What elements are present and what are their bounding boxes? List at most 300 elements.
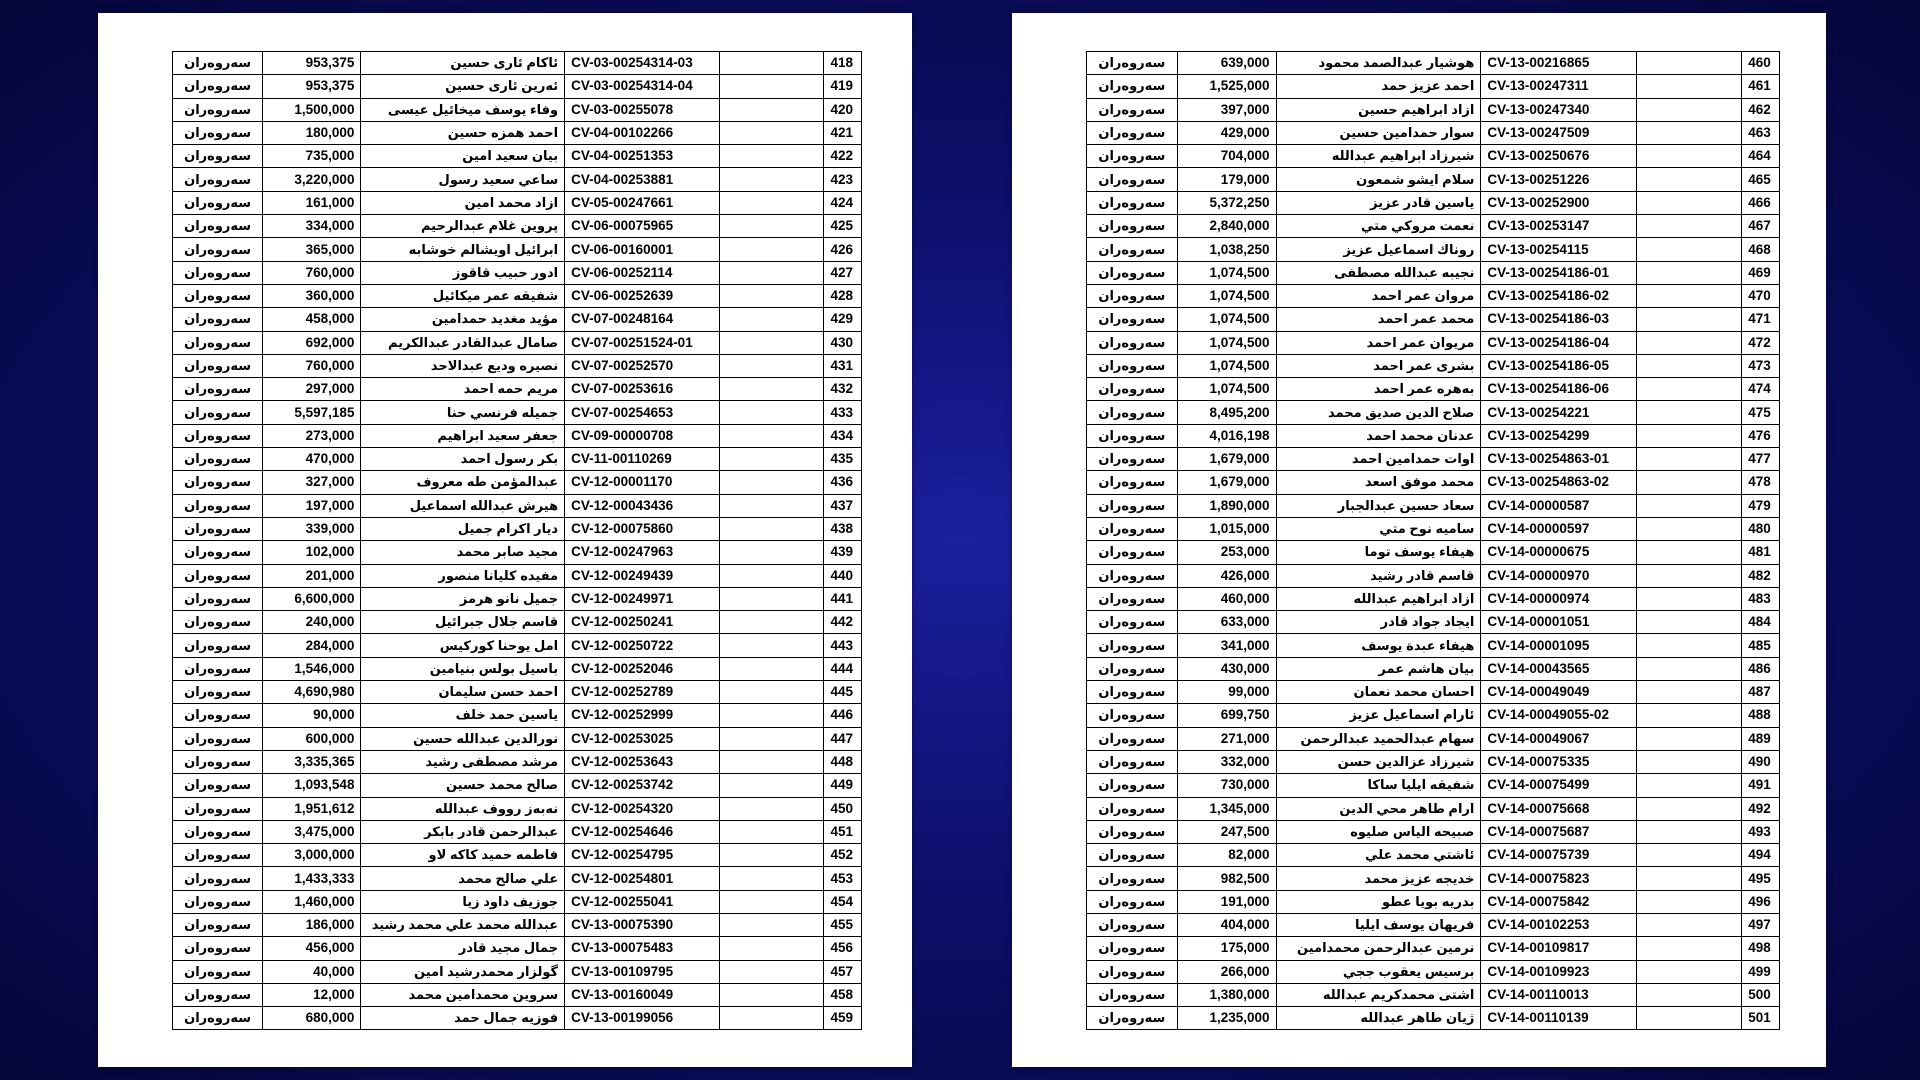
blank-cell [720, 1007, 824, 1030]
name-cell: شيرزاد عزالدين حسن [1276, 750, 1481, 773]
name-cell: روناك اسماعيل عزيز [1276, 238, 1481, 261]
amount-cell: 1,546,000 [263, 657, 361, 680]
row-number-cell: 481 [1742, 541, 1780, 564]
name-cell: شفيقه ايليا ساكا [1276, 774, 1481, 797]
city-cell: سەروەران [1087, 98, 1178, 121]
table-row [173, 704, 862, 727]
row-number-cell: 470 [1742, 284, 1780, 307]
table-row [1087, 378, 1780, 401]
amount-cell: 3,220,000 [263, 168, 361, 191]
table-row [173, 634, 862, 657]
code-cell: CV-06-00252639 [565, 284, 720, 307]
amount-cell: 429,000 [1177, 121, 1276, 144]
name-cell: مفيده كليانا منصور [361, 564, 565, 587]
table-row [1087, 331, 1780, 354]
name-cell: عدنان محمد احمد [1276, 424, 1481, 447]
amount-cell: 1,500,000 [263, 98, 361, 121]
code-cell: CV-14-00075499 [1481, 774, 1637, 797]
row-number-cell: 474 [1742, 378, 1780, 401]
amount-cell: 600,000 [263, 727, 361, 750]
amount-cell: 240,000 [263, 611, 361, 634]
code-cell: CV-13-00247509 [1481, 121, 1637, 144]
code-cell: CV-13-00160049 [565, 983, 720, 1006]
amount-cell: 1,380,000 [1177, 983, 1276, 1006]
table-row [1087, 611, 1780, 634]
code-cell: CV-03-00254314-04 [565, 75, 720, 98]
city-cell: سەروەران [173, 494, 263, 517]
row-number-cell: 421 [824, 121, 862, 144]
blank-cell [720, 215, 824, 238]
amount-cell: 735,000 [263, 145, 361, 168]
name-cell: عبدالرحمن قادر بابكر [361, 820, 565, 843]
code-cell: CV-06-00252114 [565, 261, 720, 284]
amount-cell: 1,038,250 [1177, 238, 1276, 261]
blank-cell [720, 611, 824, 634]
code-cell: CV-14-00075842 [1481, 890, 1637, 913]
row-number-cell: 493 [1742, 820, 1780, 843]
code-cell: CV-11-00110269 [565, 448, 720, 471]
row-number-cell: 490 [1742, 750, 1780, 773]
amount-cell: 692,000 [263, 331, 361, 354]
row-number-cell: 431 [824, 354, 862, 377]
city-cell: سەروەران [173, 52, 263, 75]
city-cell: سەروەران [1087, 75, 1178, 98]
city-cell: سەروەران [1087, 937, 1178, 960]
name-cell: هيفاء عبدة يوسف [1276, 634, 1481, 657]
row-number-cell: 472 [1742, 331, 1780, 354]
row-number-cell: 432 [824, 378, 862, 401]
table-row [1087, 121, 1780, 144]
table-row [1087, 238, 1780, 261]
name-cell: ابرائيل اويشالم خوشابه [361, 238, 565, 261]
name-cell: مريم حمه احمد [361, 378, 565, 401]
amount-cell: 186,000 [263, 913, 361, 936]
city-cell: سەروەران [173, 191, 263, 214]
name-cell: اوات حمدامين احمد [1276, 448, 1481, 471]
blank-cell [720, 890, 824, 913]
code-cell: CV-13-00250676 [1481, 145, 1637, 168]
city-cell: سەروەران [173, 844, 263, 867]
code-cell: CV-04-00251353 [565, 145, 720, 168]
blank-cell [1637, 378, 1742, 401]
code-cell: CV-07-00254653 [565, 401, 720, 424]
blank-cell [1637, 145, 1742, 168]
blank-cell [720, 424, 824, 447]
table-row [173, 215, 862, 238]
ledger-table [1086, 51, 1780, 1030]
name-cell: بەهره عمر احمد [1276, 378, 1481, 401]
table-row [1087, 681, 1780, 704]
name-cell: قاسم قادر رشيد [1276, 564, 1481, 587]
table-row [173, 960, 862, 983]
amount-cell: 3,335,365 [263, 750, 361, 773]
blank-cell [720, 308, 824, 331]
table-row [173, 261, 862, 284]
blank-cell [1637, 634, 1742, 657]
code-cell: CV-06-00075965 [565, 215, 720, 238]
name-cell: ايجاد جواد قادر [1276, 611, 1481, 634]
city-cell: سەروەران [173, 727, 263, 750]
table-row [1087, 191, 1780, 214]
city-cell: سەروەران [173, 1007, 263, 1030]
code-cell: CV-05-00247661 [565, 191, 720, 214]
blank-cell [1637, 331, 1742, 354]
row-number-cell: 469 [1742, 261, 1780, 284]
amount-cell: 1,074,500 [1177, 331, 1276, 354]
table-row [173, 890, 862, 913]
code-cell: CV-12-00252999 [565, 704, 720, 727]
table-row [173, 378, 862, 401]
table-row [1087, 564, 1780, 587]
row-number-cell: 501 [1742, 1007, 1780, 1030]
name-cell: هيفاء يوسف توما [1276, 541, 1481, 564]
amount-cell: 1,015,000 [1177, 517, 1276, 540]
code-cell: CV-12-00254646 [565, 820, 720, 843]
row-number-cell: 446 [824, 704, 862, 727]
code-cell: CV-12-00255041 [565, 890, 720, 913]
amount-cell: 397,000 [1177, 98, 1276, 121]
city-cell: سەروەران [1087, 517, 1178, 540]
row-number-cell: 442 [824, 611, 862, 634]
row-number-cell: 439 [824, 541, 862, 564]
amount-cell: 253,000 [1177, 541, 1276, 564]
amount-cell: 197,000 [263, 494, 361, 517]
blank-cell [720, 401, 824, 424]
name-cell: ئەرین ئاری حسین [361, 75, 565, 98]
name-cell: باسيل بولس بنيامين [361, 657, 565, 680]
name-cell: محمد عمر احمد [1276, 308, 1481, 331]
blank-cell [720, 191, 824, 214]
blank-cell [1637, 681, 1742, 704]
name-cell: نجيبه عبدالله مصطفى [1276, 261, 1481, 284]
city-cell: سەروەران [1087, 215, 1178, 238]
name-cell: فوزيه جمال حمد [361, 1007, 565, 1030]
name-cell: وفاء يوسف ميخائيل عيسى [361, 98, 565, 121]
row-number-cell: 477 [1742, 448, 1780, 471]
amount-cell: 704,000 [1177, 145, 1276, 168]
city-cell: سەروەران [173, 401, 263, 424]
code-cell: CV-13-00254186-06 [1481, 378, 1637, 401]
row-number-cell: 444 [824, 657, 862, 680]
city-cell: سەروەران [1087, 820, 1178, 843]
amount-cell: 271,000 [1177, 727, 1276, 750]
name-cell: سلام ايشو شمعون [1276, 168, 1481, 191]
row-number-cell: 419 [824, 75, 862, 98]
name-cell: شفيقه عمر ميكائيل [361, 284, 565, 307]
name-cell: قاسم جلال جبرائيل [361, 611, 565, 634]
code-cell: CV-13-00254863-01 [1481, 448, 1637, 471]
city-cell: سەروەران [1087, 727, 1178, 750]
blank-cell [1637, 261, 1742, 284]
code-cell: CV-06-00160001 [565, 238, 720, 261]
row-number-cell: 437 [824, 494, 862, 517]
name-cell: فريهان يوسف ايليا [1276, 913, 1481, 936]
table-row [1087, 913, 1780, 936]
row-number-cell: 423 [824, 168, 862, 191]
row-number-cell: 492 [1742, 797, 1780, 820]
row-number-cell: 483 [1742, 587, 1780, 610]
table-row [1087, 401, 1780, 424]
code-cell: CV-12-00253742 [565, 774, 720, 797]
row-number-cell: 449 [824, 774, 862, 797]
row-number-cell: 428 [824, 284, 862, 307]
amount-cell: 82,000 [1177, 844, 1276, 867]
code-cell: CV-12-00075860 [565, 517, 720, 540]
amount-cell: 90,000 [263, 704, 361, 727]
name-cell: ازاد محمد امين [361, 191, 565, 214]
amount-cell: 1,525,000 [1177, 75, 1276, 98]
code-cell: CV-12-00252789 [565, 681, 720, 704]
table-row [173, 401, 862, 424]
blank-cell [1637, 844, 1742, 867]
amount-cell: 360,000 [263, 284, 361, 307]
city-cell: سەروەران [1087, 354, 1178, 377]
code-cell: CV-13-00254863-02 [1481, 471, 1637, 494]
table-row [1087, 774, 1780, 797]
table-row [1087, 587, 1780, 610]
blank-cell [720, 774, 824, 797]
amount-cell: 266,000 [1177, 960, 1276, 983]
row-number-cell: 468 [1742, 238, 1780, 261]
table-row [1087, 820, 1780, 843]
row-number-cell: 465 [1742, 168, 1780, 191]
city-cell: سەروەران [173, 774, 263, 797]
table-row [173, 774, 862, 797]
table-row [173, 937, 862, 960]
amount-cell: 426,000 [1177, 564, 1276, 587]
table-row [173, 913, 862, 936]
name-cell: امل يوحنا كوركيس [361, 634, 565, 657]
table-row [1087, 471, 1780, 494]
table-row [173, 471, 862, 494]
code-cell: CV-14-00075739 [1481, 844, 1637, 867]
name-cell: نصيره وديع عبدالاحد [361, 354, 565, 377]
ledger-table [172, 51, 862, 1030]
blank-cell [720, 517, 824, 540]
blank-cell [1637, 564, 1742, 587]
table-row [173, 681, 862, 704]
amount-cell: 982,500 [1177, 867, 1276, 890]
amount-cell: 1,093,548 [263, 774, 361, 797]
city-cell: سەروەران [1087, 750, 1178, 773]
table-row [1087, 1007, 1780, 1030]
row-number-cell: 463 [1742, 121, 1780, 144]
row-number-cell: 473 [1742, 354, 1780, 377]
name-cell: نعمت مروكي متي [1276, 215, 1481, 238]
code-cell: CV-14-00102253 [1481, 913, 1637, 936]
name-cell: بدريه بويا عطو [1276, 890, 1481, 913]
amount-cell: 404,000 [1177, 913, 1276, 936]
amount-cell: 297,000 [263, 378, 361, 401]
code-cell: CV-03-00254314-03 [565, 52, 720, 75]
amount-cell: 458,000 [263, 308, 361, 331]
code-cell: CV-12-00247963 [565, 541, 720, 564]
name-cell: سعاد حسين عبدالجبار [1276, 494, 1481, 517]
name-cell: ادور حبيب قاقوز [361, 261, 565, 284]
row-number-cell: 454 [824, 890, 862, 913]
amount-cell: 102,000 [263, 541, 361, 564]
code-cell: CV-07-00253616 [565, 378, 720, 401]
table-row [173, 587, 862, 610]
blank-cell [1637, 657, 1742, 680]
blank-cell [1637, 401, 1742, 424]
name-cell: جمال مجيد قادر [361, 937, 565, 960]
document-page-left [98, 13, 912, 1067]
table-row [1087, 98, 1780, 121]
code-cell: CV-14-00001051 [1481, 611, 1637, 634]
name-cell: مريوان عمر احمد [1276, 331, 1481, 354]
city-cell: سەروەران [173, 820, 263, 843]
row-number-cell: 461 [1742, 75, 1780, 98]
blank-cell [720, 471, 824, 494]
table-row [173, 820, 862, 843]
city-cell: سەروەران [173, 704, 263, 727]
city-cell: سەروەران [173, 960, 263, 983]
table-row [1087, 75, 1780, 98]
row-number-cell: 456 [824, 937, 862, 960]
row-number-cell: 496 [1742, 890, 1780, 913]
amount-cell: 1,890,000 [1177, 494, 1276, 517]
code-cell: CV-13-00254186-03 [1481, 308, 1637, 331]
city-cell: سەروەران [1087, 238, 1178, 261]
table-row [1087, 937, 1780, 960]
table-row [173, 611, 862, 634]
blank-cell [1637, 471, 1742, 494]
blank-cell [1637, 424, 1742, 447]
city-cell: سەروەران [1087, 611, 1178, 634]
name-cell: سروين محمدامين محمد [361, 983, 565, 1006]
blank-cell [720, 844, 824, 867]
blank-cell [1637, 121, 1742, 144]
city-cell: سەروەران [173, 634, 263, 657]
table-row [1087, 727, 1780, 750]
city-cell: سەروەران [1087, 913, 1178, 936]
code-cell: CV-04-00253881 [565, 168, 720, 191]
city-cell: سەروەران [173, 681, 263, 704]
blank-cell [720, 331, 824, 354]
table-row [1087, 657, 1780, 680]
row-number-cell: 422 [824, 145, 862, 168]
name-cell: ياسين قادر عزيز [1276, 191, 1481, 214]
name-cell: عبدالمؤمن طه معروف [361, 471, 565, 494]
code-cell: CV-13-00247311 [1481, 75, 1637, 98]
code-cell: CV-12-00249971 [565, 587, 720, 610]
blank-cell [720, 587, 824, 610]
blank-cell [1637, 541, 1742, 564]
code-cell: CV-13-00254115 [1481, 238, 1637, 261]
city-cell: سەروەران [1087, 587, 1178, 610]
code-cell: CV-03-00255078 [565, 98, 720, 121]
table-row [173, 52, 862, 75]
row-number-cell: 482 [1742, 564, 1780, 587]
city-cell: سەروەران [173, 424, 263, 447]
amount-cell: 99,000 [1177, 681, 1276, 704]
table-row [1087, 52, 1780, 75]
amount-cell: 460,000 [1177, 587, 1276, 610]
amount-cell: 1,679,000 [1177, 448, 1276, 471]
code-cell: CV-13-00109795 [565, 960, 720, 983]
table-row [173, 844, 862, 867]
code-cell: CV-14-00001095 [1481, 634, 1637, 657]
table-row [173, 424, 862, 447]
name-cell: جميل نانو هرمز [361, 587, 565, 610]
table-row [173, 191, 862, 214]
name-cell: جوزيف داود زيا [361, 890, 565, 913]
row-number-cell: 484 [1742, 611, 1780, 634]
table-row [1087, 867, 1780, 890]
code-cell: CV-12-00043436 [565, 494, 720, 517]
table-row [173, 308, 862, 331]
blank-cell [720, 121, 824, 144]
city-cell: سەروەران [1087, 331, 1178, 354]
amount-cell: 953,375 [263, 75, 361, 98]
blank-cell [1637, 960, 1742, 983]
row-number-cell: 429 [824, 308, 862, 331]
name-cell: نرمين عبدالرحمن محمدامين [1276, 937, 1481, 960]
name-cell: جميله فرنسي حنا [361, 401, 565, 424]
table-row [173, 145, 862, 168]
city-cell: سەروەران [1087, 634, 1178, 657]
name-cell: ديار اكرام جميل [361, 517, 565, 540]
amount-cell: 341,000 [1177, 634, 1276, 657]
city-cell: سەروەران [173, 471, 263, 494]
row-number-cell: 478 [1742, 471, 1780, 494]
blank-cell [720, 541, 824, 564]
table-row [173, 867, 862, 890]
city-cell: سەروەران [173, 145, 263, 168]
code-cell: CV-14-00000675 [1481, 541, 1637, 564]
city-cell: سەروەران [173, 448, 263, 471]
name-cell: احمد حسن سليمان [361, 681, 565, 704]
blank-cell [1637, 215, 1742, 238]
row-number-cell: 440 [824, 564, 862, 587]
amount-cell: 8,495,200 [1177, 401, 1276, 424]
name-cell: پروين غلام عبدالرحيم [361, 215, 565, 238]
blank-cell [720, 378, 824, 401]
table-row [173, 448, 862, 471]
city-cell: سەروەران [1087, 960, 1178, 983]
row-number-cell: 433 [824, 401, 862, 424]
city-cell: سەروەران [1087, 308, 1178, 331]
blank-cell [720, 494, 824, 517]
name-cell: ئاكام ئاری حسین [361, 52, 565, 75]
city-cell: سەروەران [1087, 401, 1178, 424]
blank-cell [720, 75, 824, 98]
name-cell: هوشيار عبدالصمد محمود [1276, 52, 1481, 75]
blank-cell [720, 448, 824, 471]
blank-cell [1637, 820, 1742, 843]
row-number-cell: 466 [1742, 191, 1780, 214]
name-cell: بيان هاشم عمر [1276, 657, 1481, 680]
table-row [1087, 750, 1780, 773]
table-row [173, 727, 862, 750]
city-cell: سەروەران [173, 261, 263, 284]
blank-cell [1637, 774, 1742, 797]
city-cell: سەروەران [1087, 983, 1178, 1006]
row-number-cell: 479 [1742, 494, 1780, 517]
city-cell: سەروەران [173, 657, 263, 680]
blank-cell [1637, 284, 1742, 307]
row-number-cell: 494 [1742, 844, 1780, 867]
code-cell: CV-09-00000708 [565, 424, 720, 447]
document-page-right [1012, 13, 1826, 1067]
name-cell: بشرى عمر احمد [1276, 354, 1481, 377]
city-cell: سەروەران [1087, 704, 1178, 727]
name-cell: بيان سعيد امين [361, 145, 565, 168]
row-number-cell: 471 [1742, 308, 1780, 331]
code-cell: CV-14-00043565 [1481, 657, 1637, 680]
city-cell: سەروەران [1087, 168, 1178, 191]
